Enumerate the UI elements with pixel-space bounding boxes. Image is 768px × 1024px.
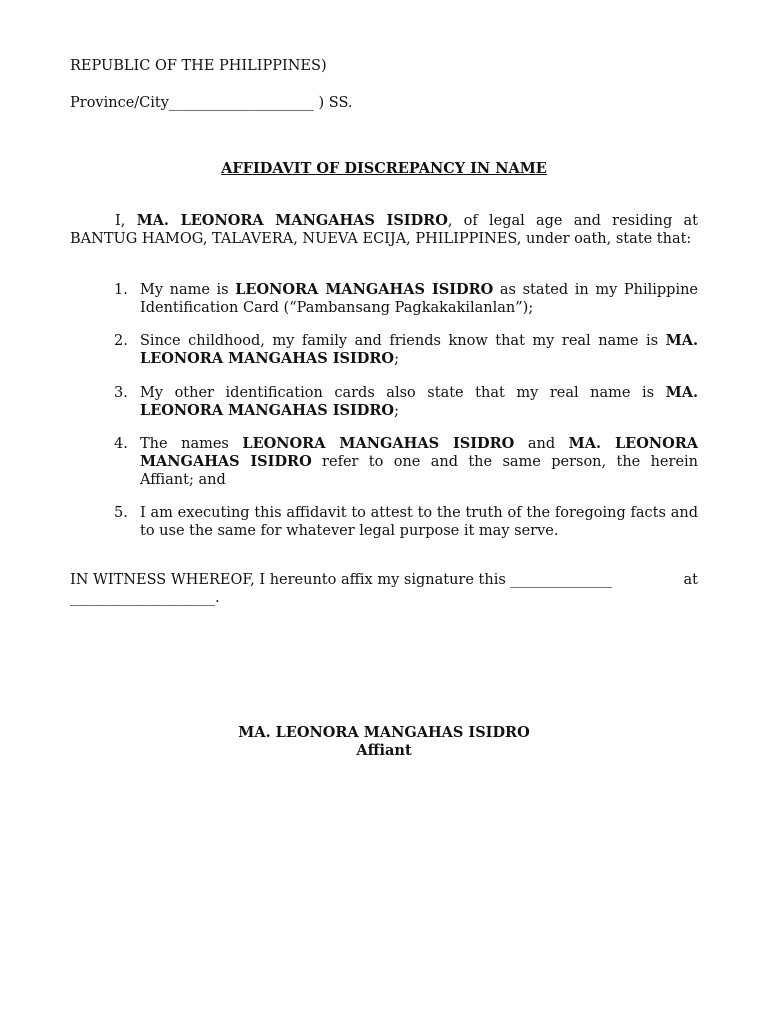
item-name-bold: MA. LEONORA MANGAHAS ISIDRO xyxy=(140,384,698,419)
item-text-part: as stated in my Philippine Identification Card (“Pambansang Pagkakakilanlan”); xyxy=(140,282,699,316)
item-text-part: My other identification cards also state that my real name is xyxy=(140,385,666,401)
intro-prefix: I, xyxy=(115,213,137,229)
item-text-part: My name is xyxy=(140,282,236,298)
witness-row xyxy=(70,571,698,589)
item-text-part: ; xyxy=(394,351,399,367)
item-text-part: ; xyxy=(394,403,399,419)
republic-heading: REPUBLIC OF THE PHILIPPINES) xyxy=(70,58,327,74)
item-text-part: refer to one and the same person, the herein Affiant; and xyxy=(140,454,699,488)
province-city-line: Province/City____________________ ) SS. xyxy=(70,95,353,111)
signatory-role: Affiant xyxy=(356,742,412,759)
item-text xyxy=(140,332,698,368)
item-name-bold: LEONORA MANGAHAS ISIDRO xyxy=(242,435,515,452)
signature-block xyxy=(70,724,698,760)
item-text xyxy=(140,435,698,489)
item-number: 5. xyxy=(114,505,128,521)
item-text xyxy=(140,384,698,420)
item-text xyxy=(140,504,698,540)
affiant-name: MA. LEONORA MANGAHAS ISIDRO xyxy=(136,212,448,229)
item-number: 3. xyxy=(114,385,128,401)
item-number: 4. xyxy=(114,436,128,452)
item-text-part: The names xyxy=(140,436,243,452)
witness-text: IN WITNESS WHEREOF, I hereunto affix my signature this ______________ xyxy=(70,572,612,588)
item-name-bold: MA. LEONORA MANGAHAS ISIDRO xyxy=(140,435,699,470)
item-text-part: and xyxy=(514,436,569,452)
witness-place-blank: ____________________. xyxy=(70,590,220,606)
document-title: AFFIDAVIT OF DISCREPANCY IN NAME xyxy=(221,160,547,177)
item-number: 2. xyxy=(114,333,128,349)
intro-suffix: , of legal age and residing at BANTUG HAMOG, TALAVERA, NUEVA ECIJA, PHILIPPINES, under oath, state that: xyxy=(70,213,698,247)
witness-at: at xyxy=(683,572,698,588)
item-name-bold: LEONORA MANGAHAS ISIDRO xyxy=(235,281,494,298)
item-text-part: Since childhood, my family and friends know that my real name is xyxy=(140,333,666,349)
intro-paragraph xyxy=(70,212,698,248)
item-number: 1. xyxy=(114,282,128,298)
item-text-part: I am executing this affidavit to attest to the truth of the foregoing facts and to use the same for whatever legal purpose it may serve. xyxy=(140,505,698,539)
item-name-bold: MA. LEONORA MANGAHAS ISIDRO xyxy=(140,332,698,367)
witness-clause xyxy=(70,571,698,607)
item-text xyxy=(140,281,698,317)
signatory-name: MA. LEONORA MANGAHAS ISIDRO xyxy=(238,724,530,741)
